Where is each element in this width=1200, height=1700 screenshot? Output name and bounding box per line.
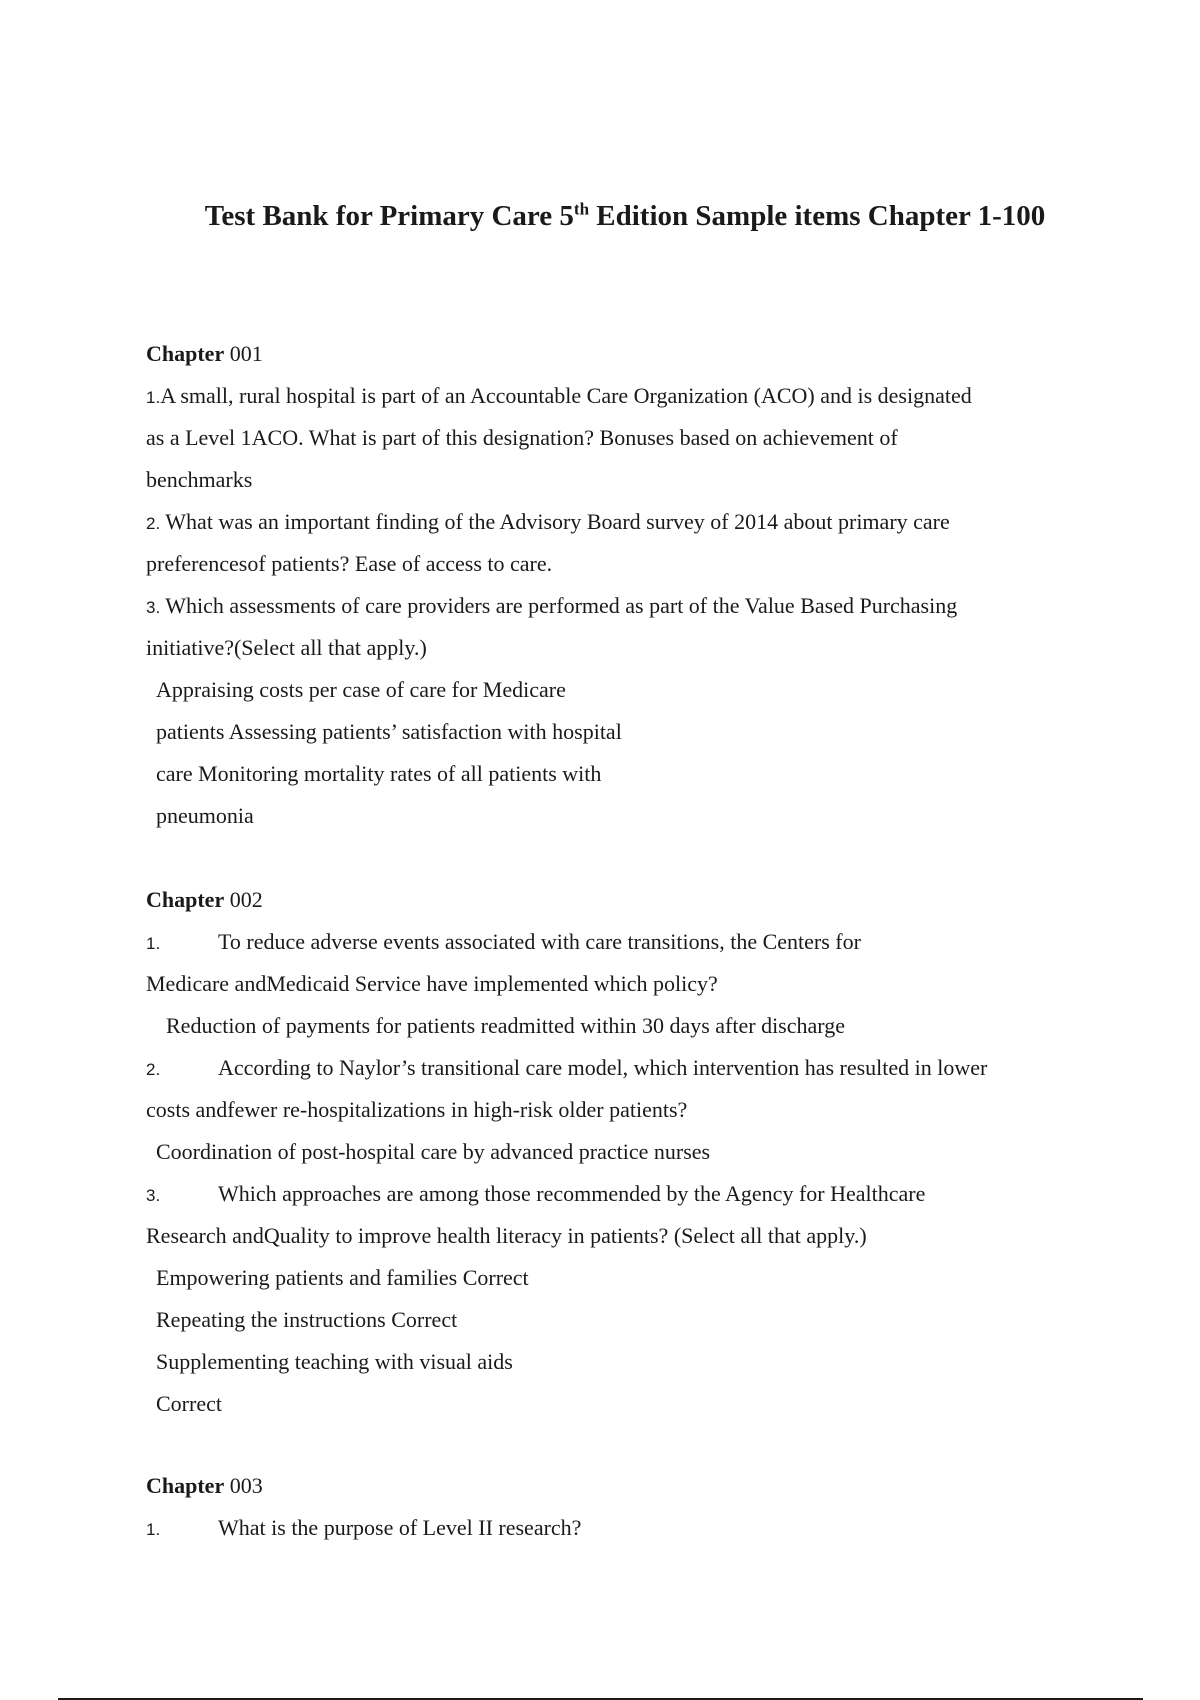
answer-line: care Monitoring mortality rates of all patients with xyxy=(156,761,602,786)
answer-line: Supplementing teaching with visual aids xyxy=(156,1349,513,1374)
question-line: preferencesof patients? Ease of access to care. xyxy=(146,551,553,576)
answer-line: patients Assessing patients’ satisfaction with hospital xyxy=(156,719,622,744)
answer-line: Appraising costs per case of care for Medicare xyxy=(156,677,566,702)
answer-line: Coordination of post-hospital care by advanced practice nurses xyxy=(156,1139,711,1164)
page-title: Test Bank for Primary Care 5th Edition Sample items Chapter 1-100 xyxy=(204,199,1046,232)
question-line: Research andQuality to improve health literacy in patients? (Select all that apply.) xyxy=(146,1223,867,1248)
answer-line: pneumonia xyxy=(156,803,254,828)
question-line: 2. What was an important finding of the Advisory Board survey of 2014 about primary care xyxy=(146,509,950,534)
question-line: 1.A small, rural hospital is part of an Accountable Care Organization (ACO) and is designated xyxy=(146,383,972,408)
question-line: as a Level 1ACO. What is part of this designation? Bonuses based on achievement of xyxy=(146,425,898,450)
question-line: 1. To reduce adverse events associated with care transitions, the Centers for xyxy=(146,929,861,954)
question-line: Medicare andMedicaid Service have implemented which policy? xyxy=(146,971,718,996)
chapter-heading: Chapter 001 xyxy=(146,341,263,366)
answer-line: Correct xyxy=(156,1391,222,1416)
question-line: costs andfewer re-hospitalizations in high-risk older patients? xyxy=(146,1097,688,1122)
question-line: 3. Which approaches are among those recommended by the Agency for Healthcare xyxy=(146,1181,926,1206)
question-line: initiative?(Select all that apply.) xyxy=(146,635,427,660)
answer-line: benchmarks xyxy=(146,467,253,492)
answer-line: Reduction of payments for patients readmitted within 30 days after discharge xyxy=(166,1013,845,1038)
question-line: 1. What is the purpose of Level II research? xyxy=(146,1515,582,1540)
question-line: 2. According to Naylor’s transitional care model, which intervention has resulted in lower xyxy=(146,1055,988,1080)
chapter-heading: Chapter 003 xyxy=(146,1473,263,1498)
answer-line: Empowering patients and families Correct xyxy=(156,1265,529,1290)
question-line: 3. Which assessments of care providers are performed as part of the Value Based Purchasing xyxy=(146,593,958,618)
answer-line: Repeating the instructions Correct xyxy=(156,1307,458,1332)
title-superscript: th xyxy=(573,199,590,219)
chapter-heading: Chapter 002 xyxy=(146,887,263,912)
